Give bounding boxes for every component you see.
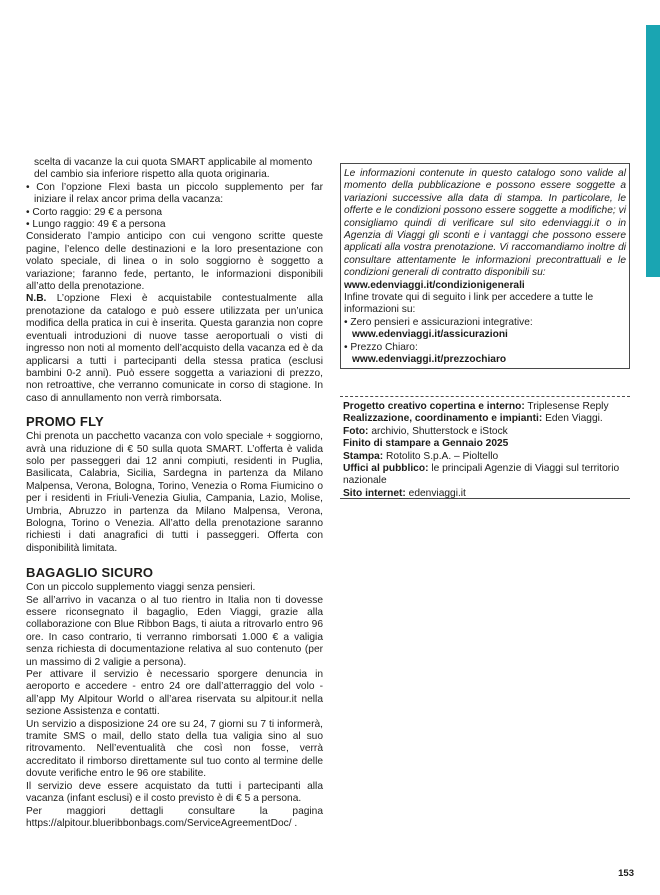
section-color-tab <box>646 25 660 277</box>
conditions-link[interactable]: www.edenviaggi.it/condizionigenerali <box>344 279 525 291</box>
credit-offices <box>343 463 630 488</box>
credit-photo-value: archivio, Shutterstock e iStock <box>371 425 508 437</box>
credit-website-label: Sito internet: <box>343 487 406 499</box>
intro-line-2: del cambio sia inferiore rispetto alla quota originaria. <box>34 169 270 181</box>
nb-paragraph <box>26 293 323 405</box>
credits-box <box>340 396 630 499</box>
credit-production-value: Eden Viaggi. <box>545 413 603 425</box>
prezzo-chiaro-link[interactable]: www.edenviaggi.it/prezzochiaro <box>352 354 507 366</box>
intro-line-1: scelta di vacanze la cui quota SMART applicabile al momento <box>34 157 313 168</box>
nb-label: N.B. <box>26 293 47 305</box>
credit-printer <box>343 451 630 463</box>
promo-fly-heading: PROMO FLY <box>26 414 104 430</box>
credit-creative <box>343 401 630 413</box>
credit-production-label: Realizzazione, coordinamento e impianti: <box>343 413 543 425</box>
credit-printer-label: Stampa: <box>343 450 384 462</box>
left-column <box>26 157 323 830</box>
bagaglio-p6: Per maggiori dettagli consultare la pagina https://alpitour.blueribbonbags.com/ServiceAgreementDoc/ . <box>26 805 323 829</box>
credit-website-value[interactable]: edenviaggi.it <box>408 487 466 499</box>
credit-printer-value: Rotolito S.p.A. – Pioltello <box>386 450 499 462</box>
prezzo-chiaro-item: • Prezzo Chiaro: <box>344 342 629 354</box>
credit-photo <box>343 426 630 438</box>
promo-fly-text: Chi prenota un pacchetto vacanza con volo speciale + soggiorno, avrà una riduzione di € 50 sulla quota SMART. L’offerta è valida solo per passeggeri dai 12 anni compiuti, residenti in Puglia, Basilicata, Calabria, Sicilia, Sardegna in partenza da Milano Malpensa, Verona, Bologna, Torino, Venezia o Roma Fiumicino o per i residenti in Friuli-Venezia Giulia, Campania, Lazio, Molise, Umbria, Abruzzo in partenza da Milano Malpensa, Verona, Bologna, Torino o Venezia. All’atto della prenotazione saranno richiesti i dati anagrafici di tutti i passeggeri. Offerta con disponibilità limitata. <box>26 431 323 554</box>
credit-offices-label: Uffici al pubblico: <box>343 463 429 475</box>
bagaglio-p4: Un servizio a disposizione 24 ore su 24, 7 giorni su 7 ti informerà, tramite SMS o mail, dello stato della tua valigia sino al suo ritrovamento. Nell’eventualità che così non fosse, verrà accreditato il rimborso direttamente sul tuo conto al termine delle dovute verifiche entro le 96 ore stabilite. <box>26 718 323 780</box>
insurance-link[interactable]: www.edenviaggi.it/assicurazioni <box>352 329 508 341</box>
insurance-item: • Zero pensieri e assicurazioni integrative: <box>344 317 629 329</box>
credit-print-date: Finito di stampare a Gennaio 2025 <box>343 438 509 450</box>
bagaglio-p2: Se all’arrivo in vacanza o al tuo rientro in Italia non ti dovesse essere riconsegnato il bagaglio, Eden Viaggi, grazie alla collaborazione con Blue Ribbon Bags, ti aiuta a ritrovarlo entro 96 ore. In caso contrario, ti verranno rimborsati 1.000 € a valigia senza richiesta di documentazione relativa al suo contenuto (per un massimo di 2 valigie a persona). <box>26 594 323 668</box>
bagaglio-p1: Con un piccolo supplemento viaggi senza pensieri. <box>26 582 256 594</box>
nb-text: L’opzione Flexi è acquistabile contestualmente alla prenotazione da catalogo e può essere utilizzata per un’unica modifica della pratica in cui è inserita. Questa garanzia non copre eventuali introduzioni di nuove tasse aeroportuali o visti di ingresso non noti al momento dell’acquisto della vacanza ed è da applicarsi a tutti i partecipanti della stessa pratica (esclusi bambini 0-2 anni). Può essere soggetta a variazioni di prezzo, non retroattive, che verranno comunicate in corso di stagione. In caso di annullamento non verrà rimborsata. <box>26 293 323 404</box>
flexi-bullet: • Con l’opzione Flexi basta un piccolo supplemento per far iniziare il relax ancor prima della vacanza: <box>26 182 323 207</box>
credit-creative-value: Triplesense Reply <box>527 401 609 412</box>
links-intro: Infine trovate qui di seguito i link per accedere a tutte le informazioni su: <box>344 292 594 316</box>
bagaglio-p3: Per attivare il servizio è necessario sporgere denuncia in aeroporto e accedere - entro 24 ore dall’atterraggio del volo - all’app My Alpitour World o all’area riservata su alpitour.it nella sezione Assistenza e contatti. <box>26 669 323 718</box>
credit-website <box>343 488 630 500</box>
bagaglio-p5: Il servizio deve essere acquistato da tutti i partecipanti alla vacanza (infant esclusi) e il costo previsto è di € 5 a persona. <box>26 780 323 805</box>
catalog-disclaimer: Le informazioni contenute in questo catalogo sono valide al momento della pubblicazione e possono essere soggette a variazioni successive alla data di stampa. In particolare, le offerte e le condizioni possono essere soggette a modifiche; vi consigliamo quindi di verificare sul sito edenviaggi.it o in Agenzia di Viaggi gli sconti e i vantaggi che possono essere applicati alla vostra prenotazione. Vi raccomandiamo inoltre di consultare attentamente le informazioni precontrattuali e le condizioni generali di contratto disponibili su: <box>344 168 626 279</box>
credit-creative-label: Progetto creativo copertina e interno: <box>343 401 525 412</box>
info-box <box>340 163 630 369</box>
page-number: 153 <box>618 868 634 879</box>
credit-offices-value: le principali Agenzie di Viaggi sul territorio nazionale <box>343 463 620 487</box>
bagaglio-sicuro-heading: BAGAGLIO SICURO <box>26 565 154 581</box>
credit-production <box>343 413 630 425</box>
lungo-raggio-bullet: • Lungo raggio: 49 € a persona <box>26 219 323 231</box>
destinations-paragraph: Considerato l’ampio anticipo con cui vengono scritte queste pagine, l’elenco delle destinazioni e la loro presentazione con volato speciale, di linea o in solo soggiorno è soggetto a variazione; faranno fede, pertanto, le informazioni disponibili all’atto della prenotazione. <box>26 231 323 293</box>
corto-raggio-bullet: • Corto raggio: 29 € a persona <box>26 207 323 219</box>
credit-photo-label: Foto: <box>343 425 369 437</box>
